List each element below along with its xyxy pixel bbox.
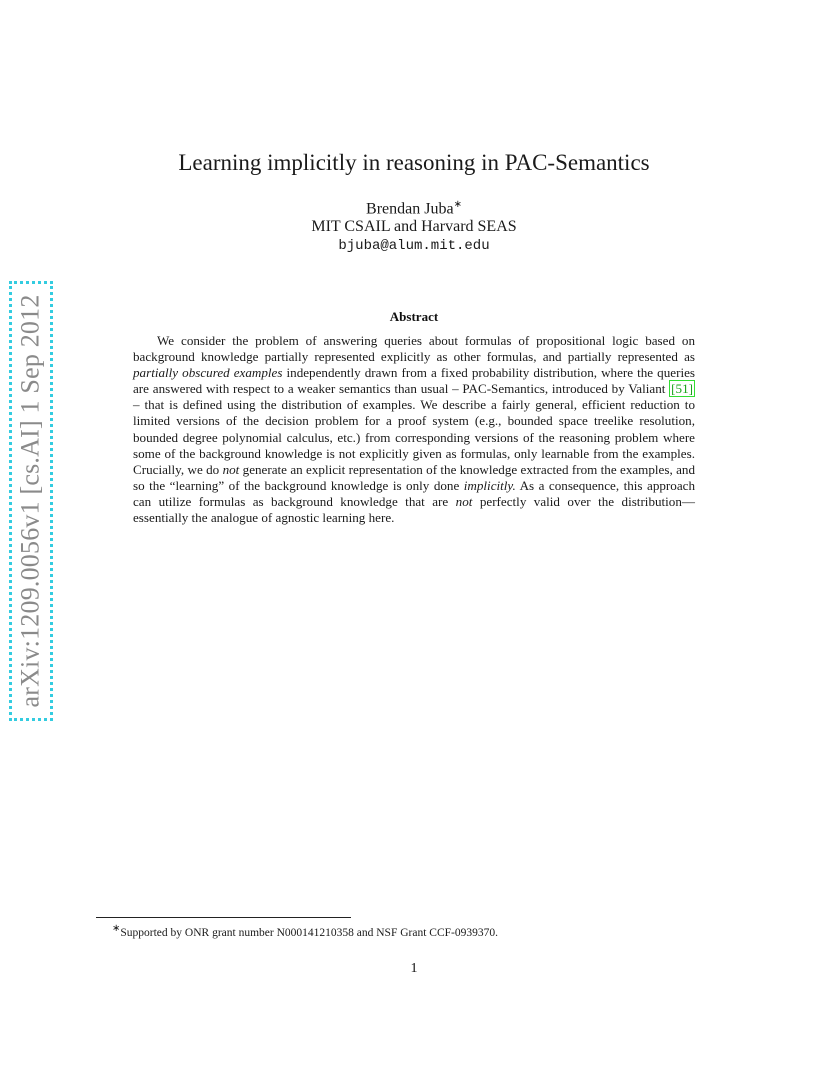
footnote-marker[interactable]: ∗ [453,199,462,210]
citation-link[interactable]: [51] [671,381,693,397]
author-email[interactable]: bjuba@alum.mit.edu [338,238,490,254]
abstract-text: – that is defined using the distribution of examples. We describe a fairly general, efficient reduction to limited versions of the decision problem for a proof system (e.g., bounded space treelike resolution, bounded degree polynomial calculus, etc.) from corresponding versions of the reasoning problem where some of the background knowledge is not explicitly given as formulas, only learnable from the examples. Crucially, we do [133,397,695,477]
footnote [112,923,732,939]
footnote-mark: ∗ [112,923,121,934]
author-name-text: Brendan Juba [366,200,454,218]
abstract-emphasis: implicitly. [463,477,516,493]
footnote-text: Supported by ONR grant number N000141210358 and NSF Grant CCF-0939370. [120,926,498,939]
abstract-text: We consider the problem of answering queries about formulas of propositional logic based on background knowledge partially represented explicitly as other formulas, and partially represented as [133,333,695,365]
abstract-emphasis: not [222,461,240,477]
abstract-text: perfectly valid over the distribution—essentially the analogue of agnostic learning here. [133,493,695,526]
abstract-text: generate an explicit representation of the knowledge extracted from the examples, and so the “learning” of the background knowledge is only done [133,461,695,493]
author-name [0,199,828,218]
abstract-heading: Abstract [389,309,439,324]
footnote-divider [96,917,351,918]
page-number: 1 [410,961,418,976]
abstract-text: independently drawn from a fixed probability distribution, where the queries are answered with respect to a weaker semantics than usual – PAC-Semantics, introduced by Valiant [133,365,695,397]
abstract-emphasis: not [455,493,473,509]
abstract-text: As a consequence, this approach can utilize formulas as background knowledge that are [133,477,695,509]
paper-title: Learning implicitly in reasoning in PAC-Semantics [178,150,650,175]
arxiv-identifier[interactable]: arXiv:1209.0056v1 [cs.AI] 1 Sep 2012 [16,294,45,708]
abstract-body [133,333,695,526]
author-affiliation: MIT CSAIL and Harvard SEAS [311,218,517,235]
arxiv-identifier-stamp[interactable] [9,281,53,721]
abstract-emphasis: partially obscured examples [133,365,283,381]
